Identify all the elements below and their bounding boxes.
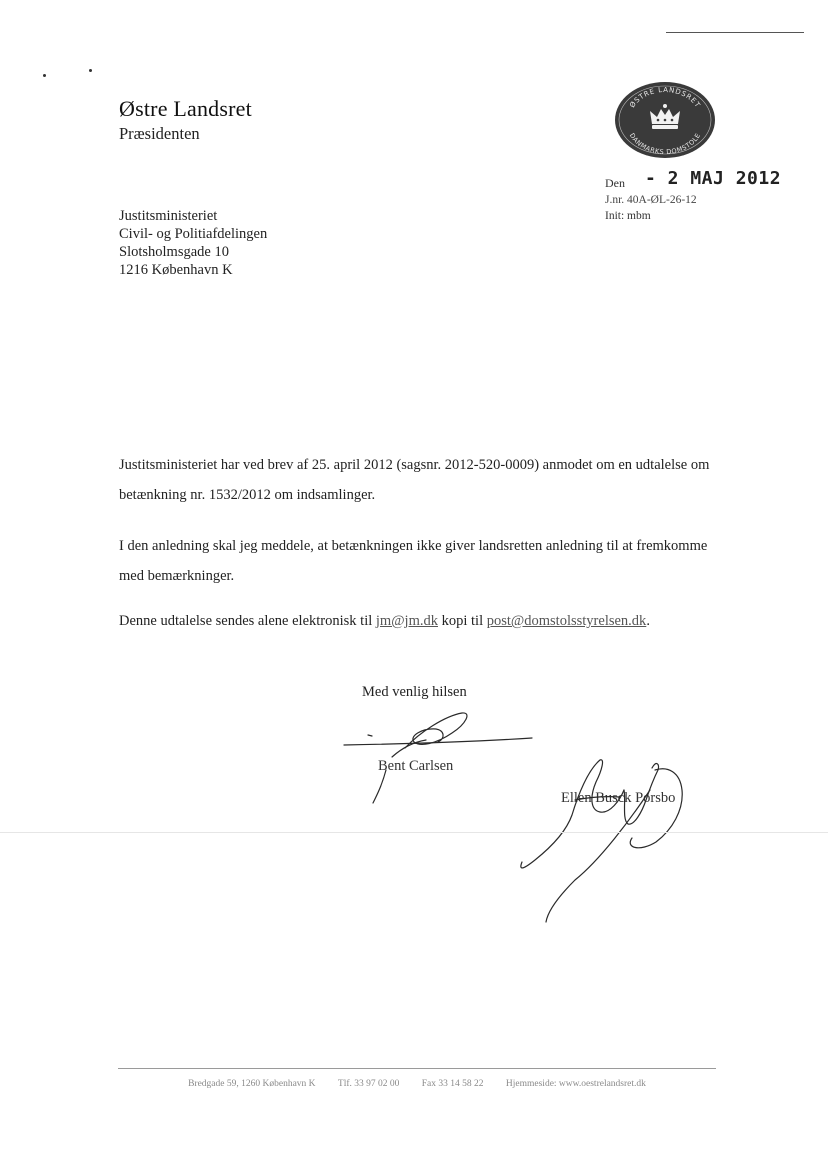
seal-top-text: ØSTRE LANDSRET xyxy=(628,85,702,110)
seal-bottom-text: DANMARKS DOMSTOLE xyxy=(627,131,703,157)
body-paragraph-3 xyxy=(119,606,719,636)
footer-website[interactable]: Hjemmeside: www.oestrelandsret.dk xyxy=(505,1079,646,1089)
recipient-line: 1216 København K xyxy=(119,262,233,278)
recipient-line: Civil- og Politiafdelingen xyxy=(119,226,268,242)
signature-ellen-busck-porsbo xyxy=(521,760,682,922)
paragraph-3-middle: kopi til xyxy=(437,613,487,629)
recipient-line: Justitsministeriet xyxy=(119,208,218,224)
date-stamp: - 2 MAJ 2012 xyxy=(645,168,782,189)
journal-number: J.nr. 40A-ØL-26-12 xyxy=(605,194,697,206)
signer-name-2: Ellen Busck Porsbo xyxy=(561,790,676,806)
initials: Init: mbm xyxy=(605,210,651,222)
footer-address: Bredgade 59, 1260 København K xyxy=(188,1079,316,1089)
footer-fax: Fax 33 14 58 22 xyxy=(421,1079,484,1089)
court-seal-logo xyxy=(614,80,716,160)
email-link-domstolsstyrelsen[interactable]: post@domstolsstyrelsen.dk xyxy=(486,613,647,629)
recipient-line: Slotsholmsgade 10 xyxy=(119,244,229,260)
signer-name-1: Bent Carlsen xyxy=(378,758,454,774)
court-name: Østre Landsret xyxy=(119,96,252,121)
body-paragraph-1: Justitsministeriet har ved brev af 25. april 2012 (sagsnr. 2012-520-0009) anmodet om en udtalelse om betænkning nr. 1532/2012 om indsamlinger. xyxy=(119,457,710,503)
paragraph-3-suffix: . xyxy=(646,613,650,629)
scan-speck xyxy=(89,69,92,72)
closing-greeting: Med venlig hilsen xyxy=(362,684,467,700)
footer xyxy=(118,1079,716,1089)
footer-rule xyxy=(118,1068,716,1069)
top-corner-rule xyxy=(666,32,804,33)
footer-phone: Tlf. 33 97 02 00 xyxy=(337,1079,400,1089)
scan-artifact-line xyxy=(0,832,828,833)
email-link-jm[interactable]: jm@jm.dk xyxy=(375,613,438,629)
body-paragraph-2: I den anledning skal jeg meddele, at betænkningen ikke giver landsretten anledning til at fremkomme med bemærkninger. xyxy=(119,538,708,584)
recipient-address xyxy=(119,207,267,279)
date-label: Den xyxy=(605,176,625,190)
paragraph-3-prefix: Denne udtalelse sendes alene elektronisk til xyxy=(119,613,376,629)
court-title: Præsidenten xyxy=(119,124,200,143)
scan-speck xyxy=(43,74,46,77)
